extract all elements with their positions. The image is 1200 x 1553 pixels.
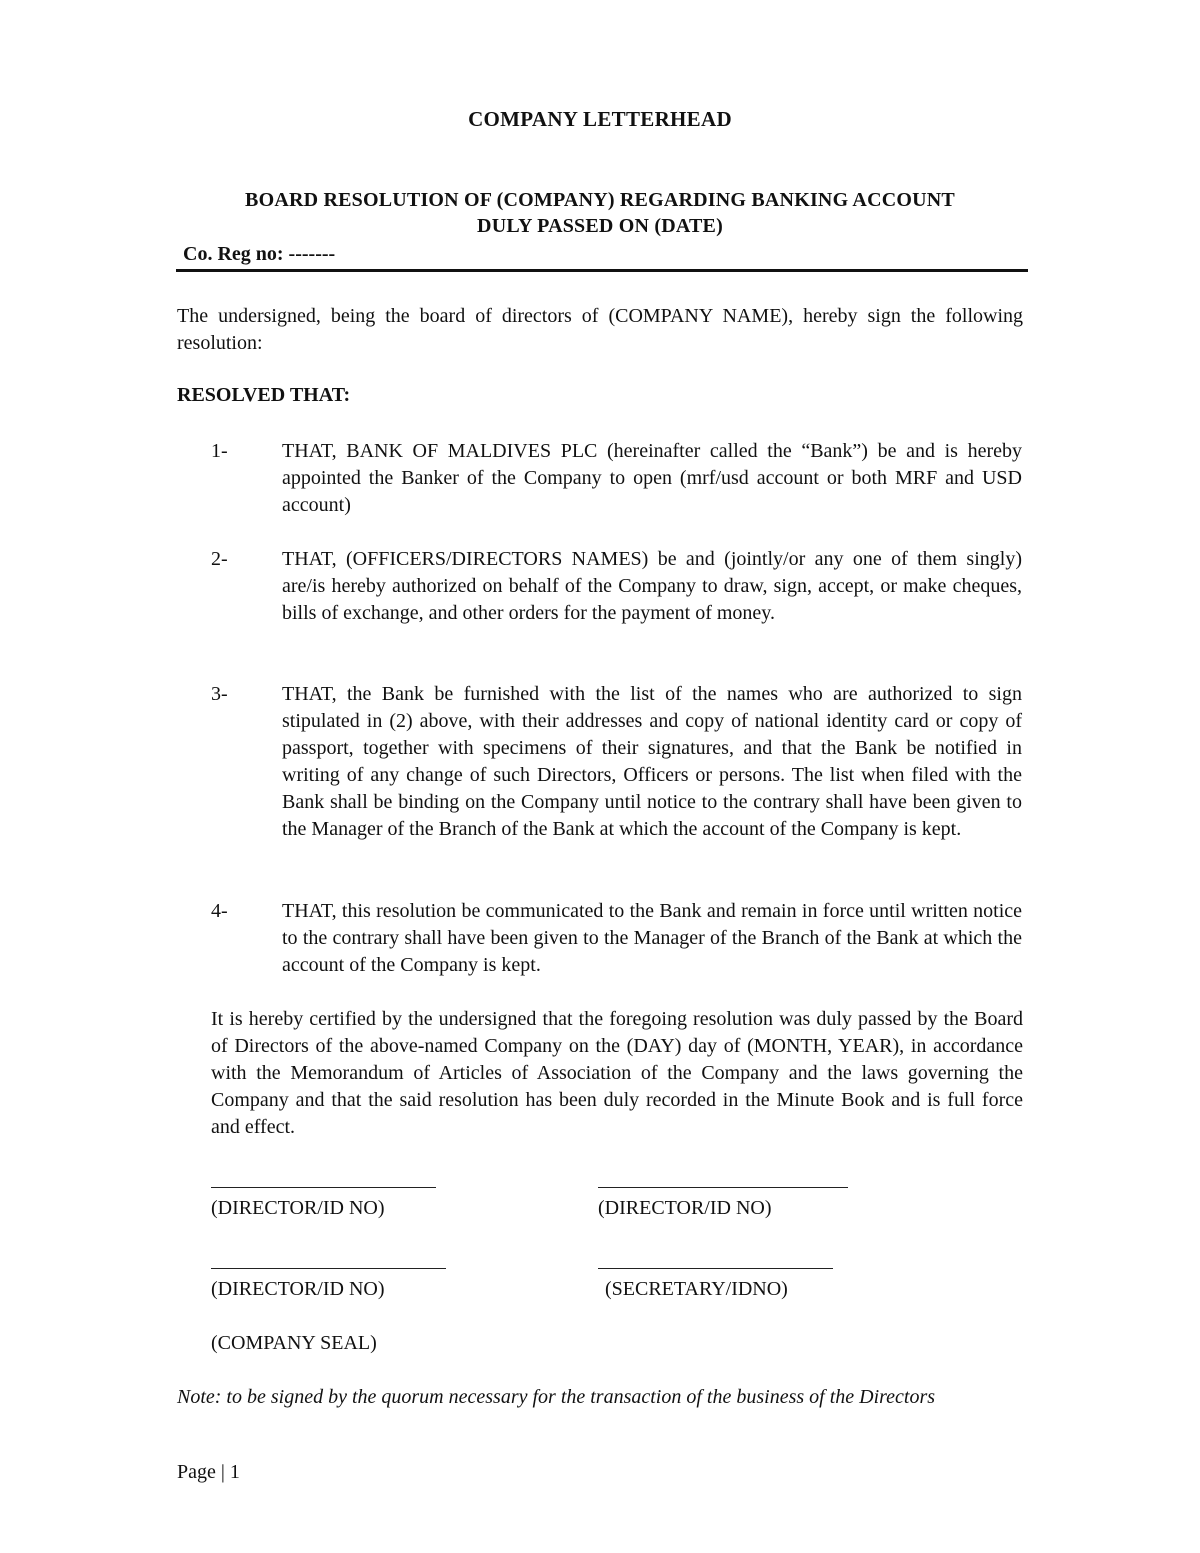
resolution-item-number: 2- — [211, 548, 228, 570]
resolution-item-number: 4- — [211, 900, 228, 922]
signature-label-secretary: (SECRETARY/IDNO) — [605, 1278, 788, 1300]
resolution-title-line1: BOARD RESOLUTION OF (COMPANY) REGARDING BANKING ACCOUNT — [245, 189, 955, 211]
resolution-item-text: THAT, BANK OF MALDIVES PLC (hereinafter called the “Bank”) be and is hereby appointed the Banker of the Company to open (mrf/usd account or both MRF and USD account) — [282, 440, 1022, 516]
resolution-item-number: 1- — [211, 440, 228, 462]
signature-label-director: (DIRECTOR/ID NO) — [211, 1278, 385, 1300]
resolution-item-text: THAT, (OFFICERS/DIRECTORS NAMES) be and (jointly/or any one of them singly) are/is hereby authorized on behalf of the Company to draw, sign, accept, or make cheques, bills of exchange, and other orders for the payment of money. — [282, 548, 1022, 624]
resolution-item-text: THAT, this resolution be communicated to the Bank and remain in force until written notice to the contrary shall have been given to the Manager of the Branch of the Bank at which the account of the Company is kept. — [282, 900, 1022, 976]
signature-label-director: (DIRECTOR/ID NO) — [598, 1197, 772, 1219]
signature-line — [598, 1268, 833, 1269]
signature-label-director: (DIRECTOR/ID NO) — [211, 1197, 385, 1219]
page-number: Page | 1 — [177, 1461, 240, 1483]
signing-note: Note: to be signed by the quorum necessary for the transaction of the business of the Directors — [177, 1386, 936, 1408]
resolved-heading: RESOLVED THAT: — [177, 384, 351, 406]
resolution-item-number: 3- — [211, 683, 228, 705]
signature-line — [211, 1187, 436, 1188]
company-letterhead: COMPANY LETTERHEAD — [468, 107, 732, 131]
resolution-item-text: THAT, the Bank be furnished with the list of the names who are authorized to sign stipulated in (2) above, with their addresses and copy of national identity card or copy of passport, together with specimens of their signatures, and that the Bank be notified in writing of any change of such Directors, Officers or persons. The list when filed with the Bank shall be binding on the Company until notice to the contrary shall have been given to the Manager of the Branch of the Bank at which the account of the Company is kept. — [282, 683, 1022, 840]
signature-line — [211, 1268, 446, 1269]
company-seal-label: (COMPANY SEAL) — [211, 1332, 377, 1354]
header-divider — [176, 269, 1028, 272]
certification-paragraph: It is hereby certified by the undersigned that the foregoing resolution was duly passed by the Board of Directors of the above-named Company on the (DAY) day of (MONTH, YEAR), in accordance with the Memorandum of Articles of Association of the Company and the laws governing the Company and that the said resolution has been duly recorded in the Minute Book and is full force and effect. — [211, 1008, 1023, 1138]
signature-line — [598, 1187, 848, 1188]
intro-paragraph: The undersigned, being the board of directors of (COMPANY NAME), hereby sign the following resolution: — [177, 305, 1023, 354]
resolution-title-line2: DULY PASSED ON (DATE) — [477, 215, 723, 237]
company-reg-no: Co. Reg no: ------- — [183, 243, 336, 265]
